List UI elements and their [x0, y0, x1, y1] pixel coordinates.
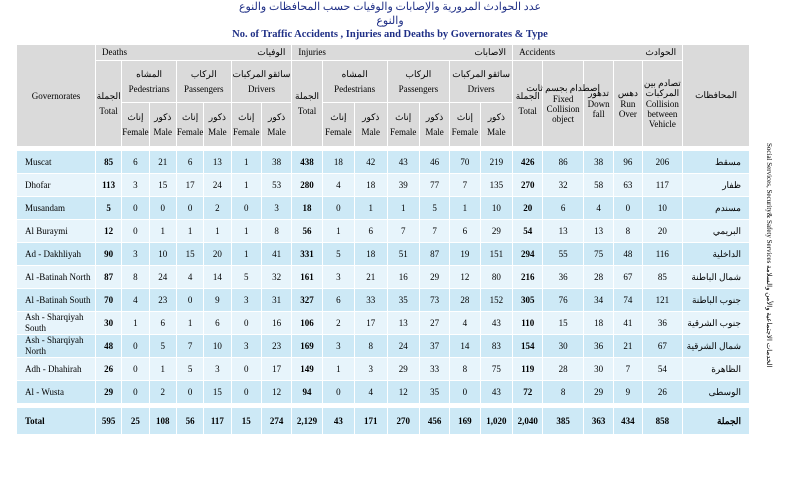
cell-d-pas-f: 5: [176, 358, 203, 381]
total-d-total: 595: [95, 408, 121, 435]
governorate-name: Dhofar: [17, 174, 96, 197]
cell-i-pas-f: 1: [387, 197, 419, 220]
total-a-run: 434: [614, 408, 642, 435]
governorate-name-ar: الداخلية: [683, 243, 750, 266]
cell-i-pas-f: 7: [387, 220, 419, 243]
cell-i-drv-m: 151: [480, 243, 512, 266]
cell-a-run: 74: [614, 289, 642, 312]
deaths-header: Deaths الوفيات: [95, 45, 291, 61]
cell-a-coll: 116: [642, 243, 682, 266]
cell-a-down: 28: [583, 266, 613, 289]
cell-d-ped-f: 3: [122, 243, 149, 266]
table-row: [17, 174, 750, 197]
cell-a-fixed: 8: [543, 381, 583, 404]
accidents-total-header: الجملة Total: [513, 61, 543, 147]
cell-d-pas-f: 4: [176, 266, 203, 289]
cell-d-drv-f: 1: [231, 243, 261, 266]
governorate-name-ar: شمال الباطنة: [683, 266, 750, 289]
cell-i-ped-m: 17: [355, 312, 387, 335]
cell-d-ped-f: 3: [122, 174, 149, 197]
cell-d-total: 26: [95, 358, 121, 381]
cell-d-total: 87: [95, 266, 121, 289]
governorate-name-ar: مسندم: [683, 197, 750, 220]
deaths-drivers-header: سائقو المركبات Drivers: [231, 61, 292, 103]
accidents-header: Accidents الحوادث: [513, 45, 683, 61]
cell-a-coll: 10: [642, 197, 682, 220]
cell-i-pas-m: 77: [419, 174, 449, 197]
cell-i-pas-m: 33: [419, 358, 449, 381]
cell-d-total: 85: [95, 151, 121, 174]
cell-d-drv-f: 1: [231, 174, 261, 197]
cell-a-down: 13: [583, 220, 613, 243]
total-d-pas-m: 117: [204, 408, 231, 435]
cell-i-pas-f: 24: [387, 335, 419, 358]
cell-a-fixed: 15: [543, 312, 583, 335]
cell-d-ped-f: 0: [122, 197, 149, 220]
cell-a-fixed: 13: [543, 220, 583, 243]
cell-d-pas-m: 2: [204, 197, 231, 220]
cell-a-fixed: 76: [543, 289, 583, 312]
cell-a-fixed: 55: [543, 243, 583, 266]
cell-a-fixed: 86: [543, 151, 583, 174]
title-arabic: عدد الحوادث المرورية والإصابات والوفيات حسب المحافظات والنوع: [238, 1, 542, 13]
governorate-name-ar: البريمي: [683, 220, 750, 243]
cell-i-drv-m: 219: [480, 151, 512, 174]
deaths-passengers-header: الركاب Passengers: [176, 61, 231, 103]
cell-a-total: 426: [513, 151, 543, 174]
total-d-pas-f: 56: [176, 408, 203, 435]
cell-d-ped-f: 0: [122, 220, 149, 243]
injuries-pedestrians-female-header: إناث Female: [322, 103, 354, 147]
deaths-passengers-female-header: إناث Female: [176, 103, 203, 147]
cell-d-pas-m: 20: [204, 243, 231, 266]
cell-d-ped-m: 5: [149, 335, 176, 358]
governorate-name: Adh - Dhahirah: [17, 358, 96, 381]
cell-i-total: 331: [292, 243, 322, 266]
cell-i-pas-m: 7: [419, 220, 449, 243]
cell-i-ped-m: 18: [355, 243, 387, 266]
cell-a-total: 154: [513, 335, 543, 358]
total-i-pas-f: 270: [387, 408, 419, 435]
total-i-pas-m: 456: [419, 408, 449, 435]
table-row: [17, 335, 750, 358]
cell-d-pas-m: 10: [204, 335, 231, 358]
total-a-down: 363: [583, 408, 613, 435]
cell-d-ped-m: 24: [149, 266, 176, 289]
cell-i-ped-f: 5: [322, 243, 354, 266]
cell-d-pas-f: 6: [176, 151, 203, 174]
cell-i-drv-m: 29: [480, 220, 512, 243]
governorates-header: Governorates: [17, 45, 96, 147]
cell-d-ped-m: 10: [149, 243, 176, 266]
cell-d-ped-f: 0: [122, 335, 149, 358]
cell-a-run: 9: [614, 381, 642, 404]
cell-i-pas-f: 29: [387, 358, 419, 381]
cell-i-ped-f: 3: [322, 335, 354, 358]
cell-i-drv-m: 43: [480, 381, 512, 404]
injuries-pedestrians-male-header: ذكور Male: [355, 103, 387, 147]
cell-a-down: 18: [583, 312, 613, 335]
cell-a-run: 63: [614, 174, 642, 197]
cell-d-ped-m: 2: [149, 381, 176, 404]
cell-d-total: 90: [95, 243, 121, 266]
cell-a-fixed: 30: [543, 335, 583, 358]
cell-a-run: 8: [614, 220, 642, 243]
cell-a-total: 54: [513, 220, 543, 243]
cell-i-total: 280: [292, 174, 322, 197]
cell-d-pas-f: 0: [176, 197, 203, 220]
cell-d-pas-m: 1: [204, 220, 231, 243]
total-a-fixed: 385: [543, 408, 583, 435]
cell-i-drv-f: 14: [450, 335, 480, 358]
cell-a-down: 58: [583, 174, 613, 197]
cell-a-coll: 20: [642, 220, 682, 243]
cell-a-coll: 36: [642, 312, 682, 335]
cell-d-drv-f: 0: [231, 358, 261, 381]
cell-i-pas-f: 12: [387, 381, 419, 404]
table-row: [17, 151, 750, 174]
cell-i-drv-m: 10: [480, 197, 512, 220]
cell-d-ped-m: 1: [149, 358, 176, 381]
cell-i-ped-m: 8: [355, 335, 387, 358]
deaths-total-header: الجملة Total: [95, 61, 121, 147]
governorate-name: Ad - Dakhliyah: [17, 243, 96, 266]
cell-i-ped-f: 0: [322, 381, 354, 404]
acc-downfall-header: تدهور Down fall: [583, 61, 613, 147]
cell-d-drv-m: 3: [261, 197, 291, 220]
cell-i-ped-m: 4: [355, 381, 387, 404]
cell-i-drv-m: 83: [480, 335, 512, 358]
cell-i-drv-f: 19: [450, 243, 480, 266]
cell-a-total: 270: [513, 174, 543, 197]
cell-d-pas-f: 17: [176, 174, 203, 197]
cell-a-run: 96: [614, 151, 642, 174]
governorate-name: Al Buraymi: [17, 220, 96, 243]
cell-i-pas-f: 13: [387, 312, 419, 335]
cell-d-pas-f: 0: [176, 289, 203, 312]
cell-a-down: 30: [583, 358, 613, 381]
total-d-ped-f: 25: [122, 408, 149, 435]
total-i-drv-m: 1,020: [480, 408, 512, 435]
cell-d-ped-f: 6: [122, 151, 149, 174]
total-d-ped-m: 108: [149, 408, 176, 435]
side-label: Social Services, Security& Safety Services الخدمات الاجتماعية والأمن والسلامة: [765, 142, 773, 368]
cell-i-total: 106: [292, 312, 322, 335]
cell-a-down: 34: [583, 289, 613, 312]
table-row: [17, 312, 750, 335]
cell-d-ped-f: 1: [122, 312, 149, 335]
cell-a-total: 110: [513, 312, 543, 335]
cell-d-total: 113: [95, 174, 121, 197]
governorate-name: Ash - Sharqiyah North: [17, 335, 96, 358]
cell-i-ped-f: 1: [322, 220, 354, 243]
injuries-drivers-male-header: ذكور Male: [480, 103, 512, 147]
cell-i-drv-m: 135: [480, 174, 512, 197]
cell-i-total: 94: [292, 381, 322, 404]
cell-i-ped-f: 18: [322, 151, 354, 174]
cell-i-ped-f: 0: [322, 197, 354, 220]
table-row: [17, 197, 750, 220]
cell-i-pas-m: 27: [419, 312, 449, 335]
cell-d-pas-m: 15: [204, 381, 231, 404]
cell-d-pas-m: 6: [204, 312, 231, 335]
injuries-passengers-male-header: ذكور Male: [419, 103, 449, 147]
cell-d-total: 29: [95, 381, 121, 404]
cell-d-ped-f: 8: [122, 266, 149, 289]
cell-a-run: 67: [614, 266, 642, 289]
acc-fixed-header: إصطدام بجسم ثابت Fixed Collision object: [543, 61, 583, 147]
cell-a-fixed: 6: [543, 197, 583, 220]
cell-d-ped-m: 15: [149, 174, 176, 197]
cell-d-drv-m: 31: [261, 289, 291, 312]
cell-i-ped-m: 18: [355, 174, 387, 197]
cell-d-pas-m: 24: [204, 174, 231, 197]
cell-d-ped-m: 23: [149, 289, 176, 312]
cell-i-ped-m: 6: [355, 220, 387, 243]
cell-i-drv-f: 4: [450, 312, 480, 335]
cell-a-total: 294: [513, 243, 543, 266]
cell-a-total: 20: [513, 197, 543, 220]
cell-i-pas-m: 73: [419, 289, 449, 312]
total-a-coll: 858: [642, 408, 682, 435]
cell-i-pas-m: 5: [419, 197, 449, 220]
cell-d-drv-m: 53: [261, 174, 291, 197]
injuries-total-header: الجملة Total: [292, 61, 322, 147]
injuries-drivers-header: سائقو المركبات Drivers: [450, 61, 513, 103]
cell-d-pas-f: 1: [176, 220, 203, 243]
governorate-name-ar: ظفار: [683, 174, 750, 197]
cell-i-drv-f: 12: [450, 266, 480, 289]
cell-i-ped-m: 33: [355, 289, 387, 312]
cell-i-drv-f: 70: [450, 151, 480, 174]
acc-runover-header: دهس Run Over: [614, 61, 642, 147]
traffic-table: [16, 44, 750, 435]
cell-i-ped-m: 21: [355, 266, 387, 289]
cell-a-coll: 54: [642, 358, 682, 381]
table-row: [17, 381, 750, 404]
cell-i-pas-f: 39: [387, 174, 419, 197]
cell-i-pas-f: 51: [387, 243, 419, 266]
cell-i-total: 438: [292, 151, 322, 174]
cell-a-total: 305: [513, 289, 543, 312]
cell-a-run: 0: [614, 197, 642, 220]
injuries-passengers-header: الركاب Passengers: [387, 61, 450, 103]
cell-d-ped-m: 6: [149, 312, 176, 335]
deaths-drivers-female-header: إناث Female: [231, 103, 261, 147]
total-a-total: 2,040: [513, 408, 543, 435]
deaths-drivers-male-header: ذكور Male: [261, 103, 291, 147]
cell-i-drv-m: 43: [480, 312, 512, 335]
cell-a-down: 38: [583, 151, 613, 174]
cell-a-coll: 121: [642, 289, 682, 312]
governorate-name-ar: الظاهرة: [683, 358, 750, 381]
cell-i-pas-m: 35: [419, 381, 449, 404]
cell-i-pas-m: 87: [419, 243, 449, 266]
cell-a-run: 48: [614, 243, 642, 266]
cell-i-pas-m: 29: [419, 266, 449, 289]
table-row: [17, 289, 750, 312]
cell-i-drv-f: 7: [450, 174, 480, 197]
deaths-pedestrians-male-header: ذكور Male: [149, 103, 176, 147]
total-d-drv-m: 274: [261, 408, 291, 435]
cell-d-ped-f: 0: [122, 381, 149, 404]
cell-d-drv-m: 41: [261, 243, 291, 266]
cell-d-ped-m: 0: [149, 197, 176, 220]
cell-i-total: 327: [292, 289, 322, 312]
cell-d-pas-f: 0: [176, 381, 203, 404]
cell-i-pas-f: 16: [387, 266, 419, 289]
cell-d-drv-f: 5: [231, 266, 261, 289]
deaths-passengers-male-header: ذكور Male: [204, 103, 231, 147]
cell-d-drv-f: 3: [231, 289, 261, 312]
cell-i-drv-f: 1: [450, 197, 480, 220]
cell-a-total: 119: [513, 358, 543, 381]
governorate-name-ar: جنوب الباطنة: [683, 289, 750, 312]
cell-a-total: 72: [513, 381, 543, 404]
governorate-name-ar: شمال الشرقية: [683, 335, 750, 358]
cell-a-run: 21: [614, 335, 642, 358]
cell-a-coll: 67: [642, 335, 682, 358]
cell-d-drv-f: 0: [231, 381, 261, 404]
title-english: No. of Traffic Accidents , Injuries and Deaths by Governorates & Type: [232, 29, 548, 40]
cell-d-pas-m: 3: [204, 358, 231, 381]
cell-i-ped-m: 3: [355, 358, 387, 381]
title-arabic-line2: والنوع: [376, 15, 404, 27]
table-row: [17, 266, 750, 289]
governorates-header-ar: المحافظات: [683, 45, 750, 147]
total-i-ped-f: 43: [322, 408, 354, 435]
table-row: [17, 243, 750, 266]
injuries-pedestrians-header: المشاه Pedestrians: [322, 61, 387, 103]
cell-i-ped-f: 6: [322, 289, 354, 312]
cell-d-total: 30: [95, 312, 121, 335]
total-i-drv-f: 169: [450, 408, 480, 435]
cell-i-total: 169: [292, 335, 322, 358]
cell-i-ped-f: 1: [322, 358, 354, 381]
governorate-name: Musandam: [17, 197, 96, 220]
cell-d-ped-f: 0: [122, 358, 149, 381]
cell-i-pas-m: 37: [419, 335, 449, 358]
governorate-name: Al -Batinah North: [17, 266, 96, 289]
cell-a-coll: 117: [642, 174, 682, 197]
cell-d-pas-f: 15: [176, 243, 203, 266]
cell-a-down: 75: [583, 243, 613, 266]
cell-a-run: 7: [614, 358, 642, 381]
total-d-drv-f: 15: [231, 408, 261, 435]
cell-d-drv-m: 16: [261, 312, 291, 335]
cell-a-run: 41: [614, 312, 642, 335]
cell-d-pas-m: 9: [204, 289, 231, 312]
cell-d-ped-f: 4: [122, 289, 149, 312]
cell-i-ped-m: 1: [355, 197, 387, 220]
cell-d-drv-m: 17: [261, 358, 291, 381]
cell-d-pas-f: 1: [176, 312, 203, 335]
cell-i-drv-f: 6: [450, 220, 480, 243]
cell-a-down: 29: [583, 381, 613, 404]
cell-i-total: 18: [292, 197, 322, 220]
cell-i-drv-f: 28: [450, 289, 480, 312]
total-label-ar: الجملة: [683, 408, 750, 435]
table-row: [17, 358, 750, 381]
cell-i-ped-f: 4: [322, 174, 354, 197]
cell-a-coll: 26: [642, 381, 682, 404]
governorate-name-ar: الوسطى: [683, 381, 750, 404]
cell-i-ped-f: 2: [322, 312, 354, 335]
cell-d-drv-f: 3: [231, 335, 261, 358]
deaths-pedestrians-female-header: إناث Female: [122, 103, 149, 147]
governorate-name: Al -Batinah South: [17, 289, 96, 312]
cell-d-drv-f: 0: [231, 197, 261, 220]
cell-d-total: 5: [95, 197, 121, 220]
cell-d-drv-m: 32: [261, 266, 291, 289]
cell-i-drv-f: 0: [450, 381, 480, 404]
cell-d-total: 12: [95, 220, 121, 243]
cell-i-pas-f: 43: [387, 151, 419, 174]
injuries-passengers-female-header: إناث Female: [387, 103, 419, 147]
governorate-name-ar: جنوب الشرقية: [683, 312, 750, 335]
cell-d-ped-m: 21: [149, 151, 176, 174]
governorate-name: Al - Wusta: [17, 381, 96, 404]
cell-i-total: 161: [292, 266, 322, 289]
governorate-name: Muscat: [17, 151, 96, 174]
cell-a-fixed: 32: [543, 174, 583, 197]
cell-i-total: 149: [292, 358, 322, 381]
cell-d-drv-m: 38: [261, 151, 291, 174]
cell-d-drv-m: 8: [261, 220, 291, 243]
cell-d-total: 48: [95, 335, 121, 358]
governorate-name: Ash - Sharqiyah South: [17, 312, 96, 335]
cell-d-total: 70: [95, 289, 121, 312]
cell-i-drv-f: 8: [450, 358, 480, 381]
cell-i-ped-m: 42: [355, 151, 387, 174]
cell-a-fixed: 28: [543, 358, 583, 381]
cell-i-ped-f: 3: [322, 266, 354, 289]
table-row: [17, 220, 750, 243]
injuries-header: Injuries الاصابات: [292, 45, 513, 61]
governorate-name-ar: مسقط: [683, 151, 750, 174]
acc-collision-header: تصادم بين المركبات Collision between Vehicle: [642, 61, 682, 147]
cell-i-pas-m: 46: [419, 151, 449, 174]
cell-a-down: 4: [583, 197, 613, 220]
cell-d-drv-m: 12: [261, 381, 291, 404]
cell-i-total: 56: [292, 220, 322, 243]
cell-a-coll: 85: [642, 266, 682, 289]
cell-d-drv-f: 0: [231, 312, 261, 335]
cell-a-fixed: 36: [543, 266, 583, 289]
cell-i-drv-m: 80: [480, 266, 512, 289]
cell-d-ped-m: 1: [149, 220, 176, 243]
cell-d-pas-m: 14: [204, 266, 231, 289]
cell-d-pas-m: 13: [204, 151, 231, 174]
cell-d-drv-f: 1: [231, 151, 261, 174]
total-i-total: 2,129: [292, 408, 322, 435]
cell-a-total: 216: [513, 266, 543, 289]
cell-d-drv-m: 23: [261, 335, 291, 358]
deaths-pedestrians-header: المشاه Pedestrians: [122, 61, 177, 103]
cell-i-drv-m: 152: [480, 289, 512, 312]
cell-a-coll: 206: [642, 151, 682, 174]
cell-d-pas-f: 7: [176, 335, 203, 358]
cell-d-drv-f: 1: [231, 220, 261, 243]
cell-i-pas-f: 35: [387, 289, 419, 312]
total-i-ped-m: 171: [355, 408, 387, 435]
injuries-drivers-female-header: إناث Female: [450, 103, 480, 147]
total-label: Total: [17, 408, 96, 435]
cell-a-down: 36: [583, 335, 613, 358]
cell-i-drv-m: 75: [480, 358, 512, 381]
total-row: [17, 408, 750, 435]
